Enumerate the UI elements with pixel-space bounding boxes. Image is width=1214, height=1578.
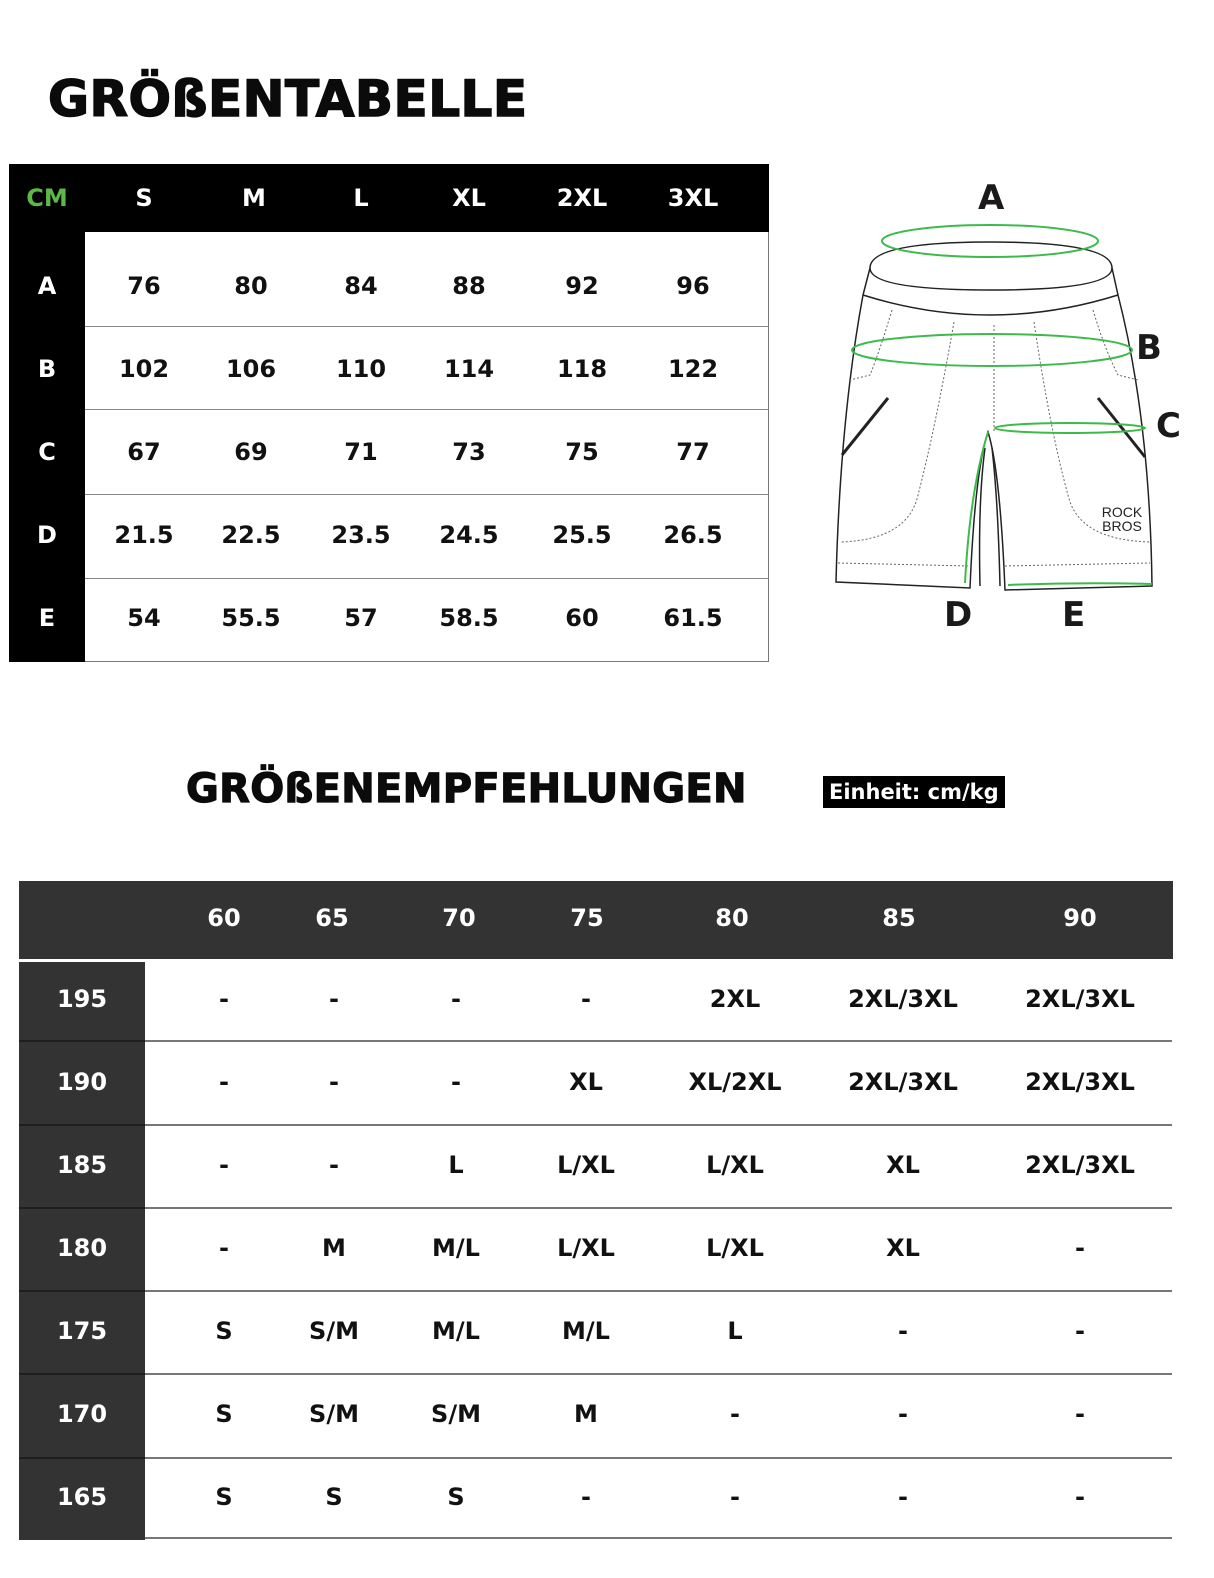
rec-cell: - [219,985,229,1013]
rec-cell: XL [886,1234,920,1262]
rec-cell: M [322,1234,346,1262]
row-divider [145,1124,1172,1126]
rec-cell: - [219,1068,229,1096]
rec-cell: - [898,1400,908,1428]
size-cell: 21.5 [114,521,174,549]
size-cell: 57 [344,604,378,632]
size-header-2xl: 2XL [556,184,608,212]
rec-cell: - [451,1068,461,1096]
size-cell: 88 [452,272,486,300]
size-cell: 84 [344,272,378,300]
rec-cell: M/L [562,1317,610,1345]
weight-header: 85 [882,904,916,932]
rec-cell: L [727,1317,743,1345]
size-cell: 26.5 [663,521,723,549]
measure-label-b: B [1136,328,1162,368]
size-chart-table [9,164,769,662]
size-cell: 55.5 [221,604,281,632]
size-cell: 102 [118,355,170,383]
size-cell: 67 [127,438,161,466]
rec-cell: XL [886,1151,920,1179]
size-cell: 110 [335,355,387,383]
size-chart-row-labels [9,164,85,662]
row-divider [19,1040,145,1042]
rec-cell: - [898,1483,908,1511]
rec-cell: - [730,1483,740,1511]
measure-label-e: E [1062,595,1086,635]
size-cell: 75 [565,438,599,466]
rec-cell: M/L [432,1234,480,1262]
height-label: 195 [56,985,108,1013]
rec-cell: S [325,1483,343,1511]
unit-badge: Einheit: cm/kg [823,776,1005,808]
rec-cell: S [215,1317,233,1345]
size-cell: 58.5 [439,604,499,632]
row-divider [145,1207,1172,1209]
size-chart-title: GRÖßENTABELLE [48,70,528,128]
size-cell: 71 [344,438,378,466]
size-cell: 54 [127,604,161,632]
rec-cell: - [1075,1400,1085,1428]
size-cell: 23.5 [331,521,391,549]
rec-cell: - [581,985,591,1013]
row-divider [145,1040,1172,1042]
row-divider [19,1457,145,1459]
size-cell: 77 [676,438,710,466]
height-label: 180 [56,1234,108,1262]
rec-cell: - [219,1234,229,1262]
measure-label-a: A [978,178,1005,218]
rec-cell: 2XL/3XL [1025,985,1135,1013]
size-cell: 92 [565,272,599,300]
row-divider [19,1373,145,1375]
row-divider [85,409,768,410]
height-label: 175 [56,1317,108,1345]
row-divider [85,326,768,327]
size-cell: 60 [565,604,599,632]
height-label: 170 [56,1400,108,1428]
rec-cell: - [1075,1483,1085,1511]
rec-cell: - [1075,1234,1085,1262]
rec-cell: - [898,1317,908,1345]
rec-cell: L/XL [557,1234,615,1262]
size-cell: 25.5 [552,521,612,549]
weight-header: 65 [315,904,349,932]
size-cell: 73 [452,438,486,466]
row-label-e: E [38,604,56,632]
row-divider [145,1290,1172,1292]
height-label: 185 [56,1151,108,1179]
size-cell: 76 [127,272,161,300]
rec-cell: L/XL [557,1151,615,1179]
shorts-icon [800,170,1200,650]
size-cell: 96 [676,272,710,300]
rec-cell: S/M [431,1400,481,1428]
rec-cell: S/M [309,1400,359,1428]
rec-cell: - [329,1151,339,1179]
size-cell: 80 [234,272,268,300]
rec-cell: - [329,1068,339,1096]
brand-line-2: BROS [1102,518,1142,534]
weight-header: 75 [570,904,604,932]
unit-label: CM [26,184,68,212]
size-cell: 114 [443,355,495,383]
size-header-m: M [242,184,266,212]
rec-cell: 2XL/3XL [1025,1151,1135,1179]
rec-cell: M [574,1400,598,1428]
size-cell: 118 [556,355,608,383]
rec-cell: 2XL/3XL [848,985,958,1013]
size-cell: 122 [667,355,719,383]
rec-cell: - [329,985,339,1013]
rec-cell: L/XL [706,1151,764,1179]
weight-header: 70 [442,904,476,932]
rec-cell: - [451,985,461,1013]
row-label-b: B [37,355,57,383]
row-divider [19,1124,145,1126]
rec-cell: 2XL/3XL [848,1068,958,1096]
rec-cell: S [215,1483,233,1511]
weight-header: 80 [715,904,749,932]
row-divider [85,578,768,579]
size-cell: 61.5 [663,604,723,632]
rec-cell: S [215,1400,233,1428]
row-divider [145,1373,1172,1375]
size-cell: 22.5 [221,521,281,549]
row-divider [85,494,768,495]
rec-cell: S [447,1483,465,1511]
row-divider [19,1207,145,1209]
weight-header: 90 [1063,904,1097,932]
rec-cell: - [219,1151,229,1179]
row-divider [19,1290,145,1292]
row-label-c: C [38,438,56,466]
size-header-s: S [135,184,153,212]
row-label-d: D [37,521,57,549]
height-label: 190 [56,1068,108,1096]
shorts-measurement-diagram [800,170,1200,650]
size-cell: 106 [225,355,277,383]
height-label: 165 [56,1483,108,1511]
rec-cell: S/M [309,1317,359,1345]
row-label-a: A [37,272,57,300]
rec-cell: XL [569,1068,603,1096]
row-divider [145,1457,1172,1459]
size-header-xl: XL [452,184,486,212]
size-header-l: L [353,184,369,212]
recommendations-title: GRÖßENEMPFEHLUNGEN [186,766,747,812]
size-cell: 69 [234,438,268,466]
rec-cell: XL/2XL [688,1068,782,1096]
measure-label-d: D [944,595,973,635]
rec-cell: - [581,1483,591,1511]
row-divider [145,1537,1172,1539]
measure-label-c: C [1156,406,1181,446]
rec-cell: 2XL/3XL [1025,1068,1135,1096]
size-cell: 24.5 [439,521,499,549]
rec-cell: L/XL [706,1234,764,1262]
rec-cell: - [730,1400,740,1428]
weight-header: 60 [207,904,241,932]
rec-cell: M/L [432,1317,480,1345]
size-header-3xl: 3XL [667,184,719,212]
rec-cell: L [448,1151,464,1179]
rec-cell: 2XL [709,985,761,1013]
brand-line-1: ROCK [1101,504,1143,520]
rec-cell: - [1075,1317,1085,1345]
